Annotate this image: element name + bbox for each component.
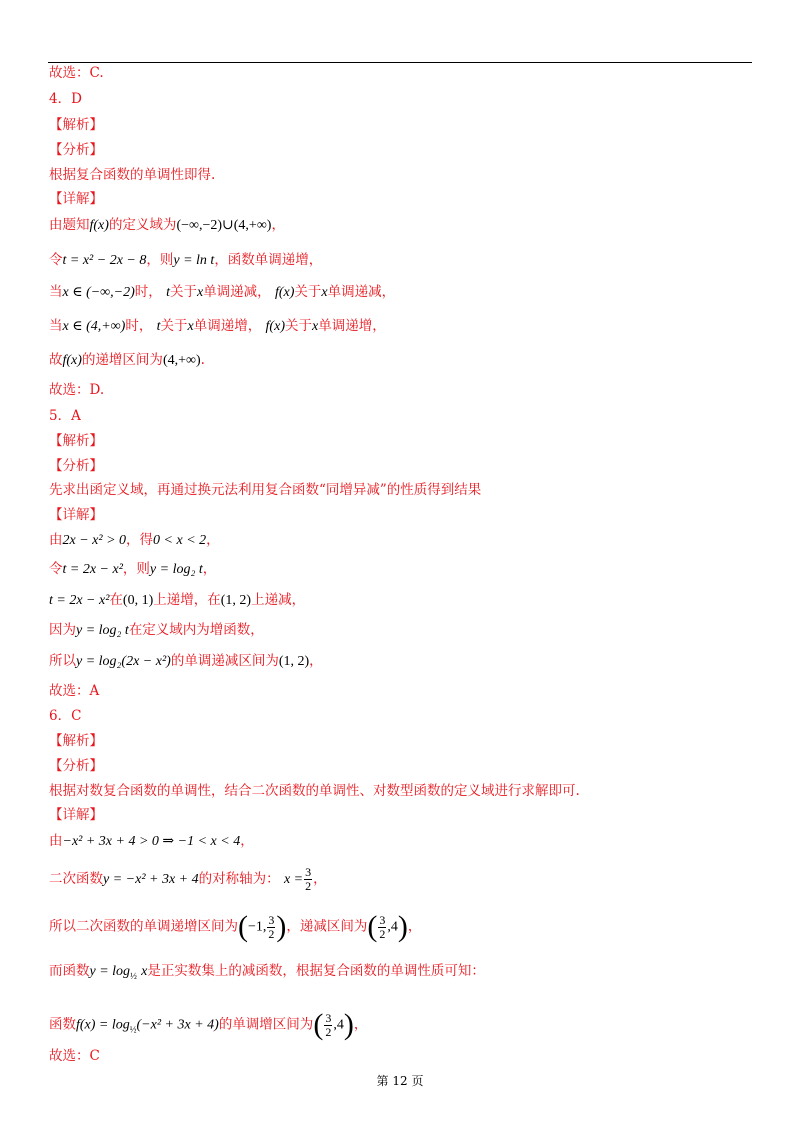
analysis-text: 根据复合函数的单调性即得. <box>49 167 216 183</box>
solution-line: 由2x − x² > 0，得0 < x < 2， <box>49 532 220 548</box>
solution-line: 当x ∈ (4,+∞)时， t关于x单调递增， f(x)关于x单调递增， <box>49 318 386 334</box>
section-jiexi: 【解析】 <box>49 733 103 749</box>
solution-line: 而函数$y = \log_{\frac{1}{2}} x$是正实数集上的减函数，根据复合函数的单调性质可知： <box>49 963 485 981</box>
problem-heading-4: 4．D <box>49 91 82 107</box>
solution-line: 因为y = log₂ t在定义域内为增函数， <box>49 622 264 638</box>
solution-line: 当x ∈ (−∞,−2)时， t关于x单调递减， f(x)关于x单调递减， <box>49 284 396 300</box>
problem-heading-6: 6．C <box>49 708 82 724</box>
answer-line-6: 故选：C <box>49 1048 100 1064</box>
solution-line: 故f(x)的递增区间为(4,+∞). <box>49 352 205 368</box>
analysis-text: 先求出函定义域，再通过换元法利用复合函数“同增异减”的性质得到结果 <box>49 482 482 498</box>
section-fenxi: 【分析】 <box>49 458 103 474</box>
solution-line: 由−x² + 3x + 4 > 0 ⇒ −1 < x < 4， <box>49 833 254 849</box>
section-xiangjie: 【详解】 <box>49 191 103 207</box>
fraction: $\frac{3}{2}$ <box>325 1010 332 1039</box>
section-jiexi: 【解析】 <box>49 117 103 133</box>
analysis-text: 根据对数复合函数的单调性，结合二次函数的单调性、对数型函数的定义域进行求解即可. <box>49 783 580 799</box>
section-xiangjie: 【详解】 <box>49 507 103 523</box>
section-fenxi: 【分析】 <box>49 142 103 158</box>
problem-heading-5: 5．A <box>49 408 81 424</box>
fraction: $\frac{3}{2}$ <box>268 912 275 941</box>
answer-line-5: 故选：A <box>49 683 100 699</box>
solution-line: 函数$f(x) = \log_{\frac{1}{2}}(-x^2 + 3x + 4)$的单调增区间为( $\frac{3}{2}$ ,4)， <box>49 1008 368 1041</box>
header-rule <box>48 62 752 63</box>
fraction: $\frac{3}{2}$ <box>379 912 386 941</box>
solution-line: 所以二次函数的单调递增区间为(−1, $\frac{3}{2}$ )，递减区间为( $\frac{3}{2}$ ,4)， <box>49 910 422 943</box>
solution-line: 令t = 2x − x²，则y = log₂ t， <box>49 561 217 577</box>
page-footer: 第 12 页 <box>376 1074 424 1088</box>
solution-line: 令t = x² − 2x − 8，则y = ln t，函数单调递增， <box>49 252 323 268</box>
section-jiexi: 【解析】 <box>49 433 103 449</box>
answer-line-4: 故选：D. <box>49 382 105 398</box>
fraction: $\frac{3}{2}$ <box>305 865 312 893</box>
section-fenxi: 【分析】 <box>49 758 103 774</box>
solution-line: 二次函数y = −x² + 3x + 4的对称轴为： x = $\frac{3}{2}$ ， <box>49 865 327 893</box>
solution-line: 所以y = log₂(2x − x²)的单调递减区间为(1, 2)， <box>49 653 323 669</box>
section-xiangjie: 【详解】 <box>49 807 103 823</box>
solution-line: 由题知f(x)的定义域为(−∞,−2)∪(4,+∞)， <box>49 217 285 233</box>
solution-line: t = 2x − x²在(0, 1)上递增，在(1, 2)上递减， <box>49 592 306 608</box>
answer-line-3: 故选：C. <box>49 65 104 81</box>
